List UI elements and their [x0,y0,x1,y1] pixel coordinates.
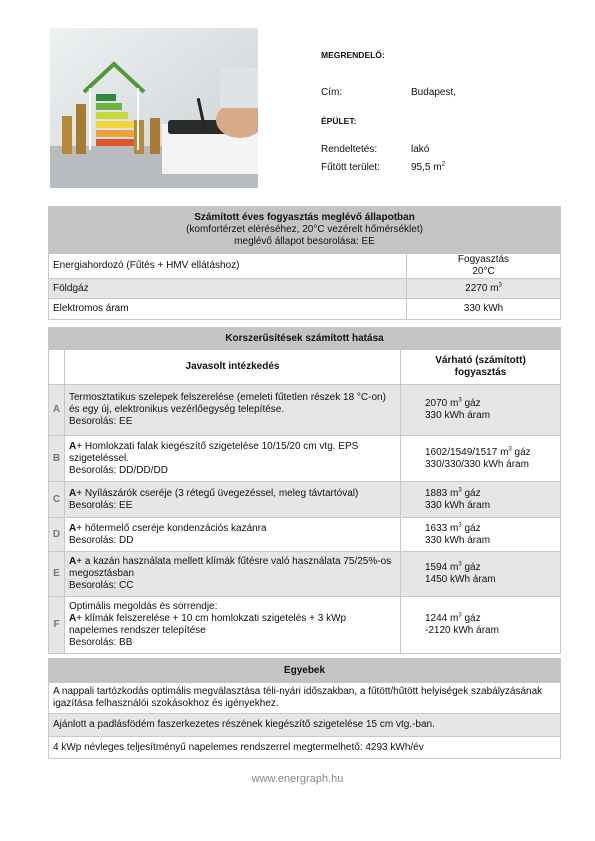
customer-heading: MEGRENDELŐ: [321,50,385,60]
measure-cell: A+ Homlokzati falak kiegészítő szigetelése 10/15/20 cm vtg. EPS szigeteléssel. Besorolás: DD/DD/DD [65,436,401,482]
measure-cell: Optimális megoldás és sorrendje: A+ klímák felszerelése + 10 cm homlokzati szigetelés + 3 kWp napelemes rendszer telepítése Besorolás: BB [65,597,401,654]
energy-source-header: Energiahordozó (Fűtés + HMV ellátáshoz) [49,254,407,279]
upgrade-row-a [49,385,561,436]
class-letter: F [49,597,65,654]
expected-cell: 1883 $m^3$ gáz 330 kWh áram [401,482,561,518]
list-item [49,683,561,714]
address-label: Cím: [321,87,343,98]
current-consumption-subtitle: (komfortérzet eléréséhez, 20°C vezérelt hőmérséklet) [186,224,423,235]
upgrades-table [48,327,561,654]
energy-house-illustration [50,28,258,188]
area-value: 95,5 $m^2$ [411,161,445,173]
class-letter: B [49,436,65,482]
expected-cell: 1594 $m^3$ gáz 1450 kWh áram [401,552,561,597]
upgrade-row-e [49,552,561,597]
other-item: Ajánlott a padlásfödém faszerkezetes részének kiegészítő szigetelése 15 cm vtg.-ban. [49,714,561,737]
address-value: Budapest, [411,87,457,98]
upgrade-row-d [49,518,561,552]
list-item [49,737,561,759]
class-letter: A [49,385,65,436]
measure-cell: Termosztatikus szelepek felszerelése (emeleti fűtetlen részek 18 °C-on) és egy új, elektronikus vezérlőegység telepítése. Besorolás: EE [65,385,401,436]
measure-cell: A+ hőtermelő cseréje kondenzációs kazánra Besorolás: DD [65,518,401,552]
row-value: 2270 $m^3$ [407,279,561,299]
row-label: Földgáz [49,279,407,299]
purpose-value: lakó [411,144,430,155]
energy-house-photo [50,28,258,188]
current-consumption-header [49,207,561,254]
upgrade-row-c [49,482,561,518]
upgrades-title: Korszerűsítések számított hatása [49,328,561,350]
other-table [48,658,561,759]
table-row [49,299,561,320]
other-item: 4 kWp névleges teljesítményű napelemes rendszerrel megtermelhető: 4293 kWh/év [49,737,561,759]
footer-website: www.energraph.hu [251,773,344,785]
consumption-header: Fogyasztás 20°C [407,254,561,279]
expected-header: Várható (számított) fogyasztás [401,350,561,385]
expected-cell: 1633 $m^3$ gáz 330 kWh áram [401,518,561,552]
table-row [49,279,561,299]
current-rating: meglévő állapot besorolása: EE [234,236,375,247]
class-letter: D [49,518,65,552]
row-value: 330 kWh [407,299,561,320]
other-title: Egyebek [49,659,561,683]
upgrade-row-b [49,436,561,482]
measures-header: Javasolt intézkedés [65,350,401,385]
list-item [49,714,561,737]
measure-cell: A+ a kazán használata mellett klímák fűtésre való használata 75/25%-os megosztásban Besorolás: CC [65,552,401,597]
current-consumption-table [48,206,561,320]
building-heading: ÉPÜLET: [321,116,357,126]
measure-cell: A+ Nyílászárók cseréje (3 rétegű üvegezéssel, meleg távtartóval) Besorolás: EE [65,482,401,518]
letter-header [49,350,65,385]
expected-cell: 1244 $m^3$ gáz -2120 kWh áram [401,597,561,654]
expected-cell: 2070 $m^3$ gáz 330 kWh áram [401,385,561,436]
current-consumption-title: Számított éves fogyasztás meglévő állapotban [194,212,415,223]
expected-cell: 1602/1549/1517 $m^3$ gáz 330/330/330 kWh áram [401,436,561,482]
upgrade-row-f [49,597,561,654]
other-item: A nappali tartózkodás optimális megválasztása téli-nyári időszakban, a fűtött/hűtött helyiségek szabályzásának igazítása felhasználói szokásokhoz és igényekhez. [49,683,561,714]
purpose-label: Rendeltetés: [321,144,378,155]
area-label: Fűtött terület: [321,162,380,173]
row-label: Elektromos áram [49,299,407,320]
class-letter: C [49,482,65,518]
class-letter: E [49,552,65,597]
